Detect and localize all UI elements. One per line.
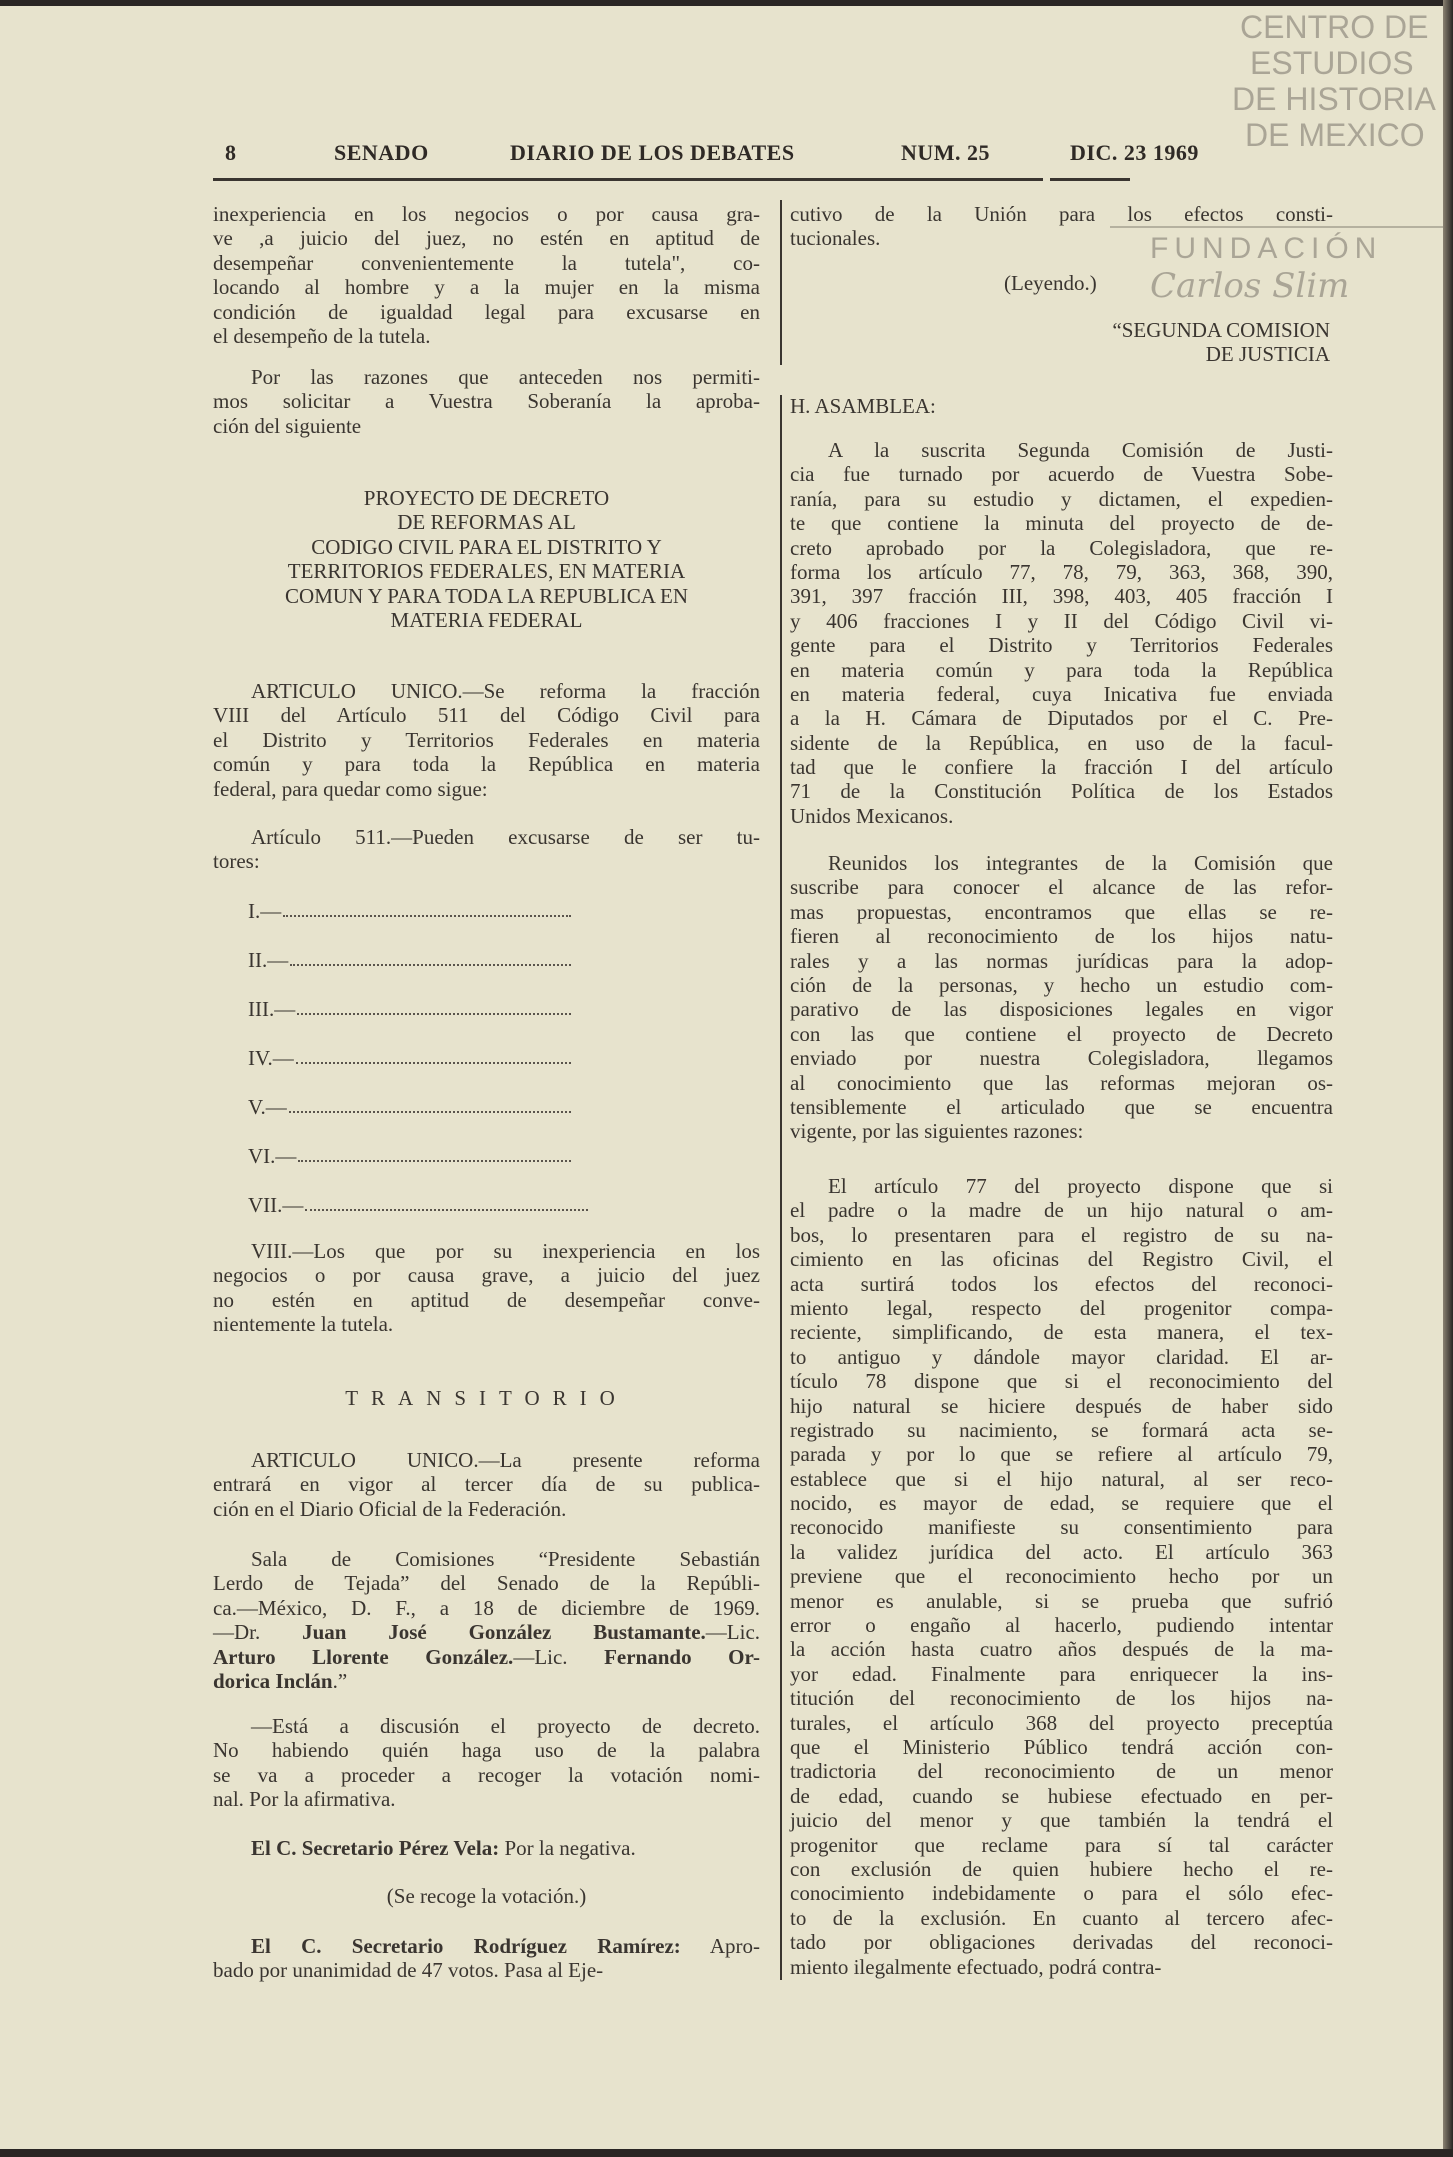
text: DE REFORMAS AL <box>397 510 576 535</box>
text: to antiguo y dándole mayor claridad. El ar- <box>790 1344 1333 1369</box>
fraction-label: I.— <box>248 899 282 923</box>
text: el desempeño de la tutela. <box>213 323 431 348</box>
text: No habiendo quién haga uso de la palabra <box>213 1738 760 1763</box>
paragraph <box>213 202 760 348</box>
watermark-line: CENTRO DE <box>1240 9 1429 45</box>
text-line <box>213 1547 760 1571</box>
text-line <box>790 1223 1333 1247</box>
text: vigente, por las siguientes razones: <box>790 1119 1084 1144</box>
header-publication: DIARIO DE LOS DEBATES <box>510 140 795 165</box>
text: enviado por nuestra Colegisladora, llegamos <box>790 1046 1333 1071</box>
text-line <box>790 438 1333 462</box>
fraction-line <box>248 899 571 923</box>
text: a la H. Cámara de Diputados por el C. Pre- <box>790 706 1333 731</box>
text-line <box>790 1394 1333 1418</box>
text-line <box>790 1808 1333 1832</box>
text: tado por obligaciones derivadas del reconoci- <box>790 1930 1333 1955</box>
fraction-line <box>248 1095 571 1119</box>
text: la acción hasta cuatro años después de la ma- <box>790 1637 1333 1662</box>
text: ve ,a juicio del juez, no estén en aptitud de <box>213 226 760 251</box>
text-line <box>213 1787 760 1811</box>
text: bos, lo presentaren para el registro de su na- <box>790 1222 1333 1247</box>
fraction-label: II.— <box>248 948 289 972</box>
text: tículo 78 dispone que si el reconocimiento del <box>790 1369 1333 1394</box>
text-line <box>790 1686 1333 1710</box>
text: no estén en aptitud de desempeñar conve- <box>213 1287 760 1312</box>
paragraph <box>790 202 1333 251</box>
text: Artículo 511.—Pueden excusarse de ser tu- <box>251 825 760 849</box>
text-line <box>213 1263 760 1287</box>
text: —Está a discusión el proyecto de decreto. <box>251 1714 760 1738</box>
text: tores: <box>213 849 260 874</box>
text: cia fue turnado por acuerdo de Vuestra Sobe- <box>790 462 1333 487</box>
dotted-leader <box>290 948 571 966</box>
text-line <box>213 1596 760 1620</box>
article-unico <box>213 679 760 801</box>
text-line <box>213 414 760 438</box>
text: TERRITORIOS FEDERALES, EN MATERIA <box>287 559 686 584</box>
dotted-leader <box>296 1046 571 1064</box>
text: ca.—México, D. F., a 18 de diciembre de 1969. <box>213 1595 760 1620</box>
text: error o engaño al hacerlo, pudiendo intentar <box>790 1613 1333 1638</box>
secretary-rodriguez <box>213 1934 760 1983</box>
text-line <box>213 300 760 324</box>
text-line <box>790 1296 1333 1320</box>
text: previene que el reconocimiento hecho por un <box>790 1564 1333 1589</box>
text: ción del siguiente <box>213 413 362 438</box>
text: sidente de la República, en uso de la facul- <box>790 730 1333 755</box>
text: 71 de la Constitución Política de los Estados <box>790 779 1333 804</box>
text-line <box>213 1714 760 1738</box>
text: cimiento en las oficinas del Registro Civil, el <box>790 1247 1333 1272</box>
text-line <box>213 559 760 583</box>
text-line <box>213 510 760 534</box>
header-date: DIC. 23 1969 <box>1070 140 1199 165</box>
text-line <box>790 1662 1333 1686</box>
text: parada y por lo que se refiere al artículo 79, <box>790 1442 1333 1467</box>
text: se va a proceder a recoger la votación nomi- <box>213 1762 760 1787</box>
text-line <box>790 875 1333 899</box>
text: Sala de Comisiones “Presidente Sebastián <box>251 1547 760 1571</box>
text: entrará en vigor al tercer día de su publica- <box>213 1472 760 1497</box>
text: mos solicitar a Vuestra Soberanía la aproba- <box>213 389 760 414</box>
dotted-leader <box>298 1144 571 1162</box>
text: inexperiencia en los negocios o por causa gra- <box>213 202 760 226</box>
text: común y para toda la República en materia <box>213 752 760 777</box>
text-line <box>790 804 1333 828</box>
text: que el Ministerio Público tendrá acción con- <box>790 1734 1333 1759</box>
text-line <box>790 1247 1333 1271</box>
text: ción de la personas, y hecho un estudio com- <box>790 972 1333 997</box>
text-line <box>790 1784 1333 1808</box>
text: federal, para quedar como sigue: <box>213 776 488 801</box>
watermark-foundation: FUNDACIÓN <box>1150 232 1383 265</box>
text-line <box>790 1198 1333 1222</box>
text-line <box>213 1288 760 1312</box>
text-line <box>790 1613 1333 1637</box>
text: nocido, es mayor de edad, se requiere que el <box>790 1491 1333 1516</box>
text-line <box>790 1589 1333 1613</box>
text-line <box>213 251 760 275</box>
text: tradictoria del reconocimiento de un menor <box>790 1759 1333 1784</box>
text-line <box>213 1645 760 1669</box>
secretary-perez-vela <box>213 1836 760 1860</box>
bold-text: Fernando Or- <box>604 1644 760 1669</box>
text-line <box>790 973 1333 997</box>
text: conocimiento indebidamente o para el sólo efec- <box>790 1881 1333 1906</box>
text-line <box>790 536 1333 560</box>
reading-note: (Leyendo.) <box>1004 271 1097 295</box>
text: condición de igualdad legal para excusarse en <box>213 299 760 324</box>
watermark-line: DE MEXICO <box>1245 117 1425 153</box>
decree-heading <box>213 486 760 632</box>
dotted-leader <box>297 997 571 1015</box>
paragraph <box>790 438 1333 828</box>
text: te que contiene la minuta del proyecto de de- <box>790 511 1333 536</box>
text-line <box>790 560 1333 584</box>
text: en materia común y para toda la República <box>790 657 1333 682</box>
fraction-label: VII.— <box>248 1193 304 1217</box>
dotted-leader <box>283 899 571 917</box>
text: la validez jurídica del acto. El artículo 363 <box>790 1539 1333 1564</box>
text-line <box>790 1759 1333 1783</box>
text: ARTICULO UNICO.—La presente reforma <box>251 1448 760 1472</box>
text-line <box>213 679 760 703</box>
text-line <box>213 1448 760 1472</box>
text-line <box>790 1906 1333 1930</box>
text-line <box>213 226 760 250</box>
text: —Dr. <box>213 1620 303 1645</box>
text-line <box>790 1857 1333 1881</box>
dotted-leader <box>289 1095 571 1113</box>
text-line <box>790 1071 1333 1095</box>
text-line <box>790 779 1333 803</box>
bold-text: El C. Secretario Pérez Vela: <box>251 1836 500 1860</box>
text-line <box>790 1711 1333 1735</box>
header-chamber: SENADO <box>334 140 429 165</box>
text-line <box>790 1046 1333 1070</box>
header-issue: NUM. 25 <box>901 140 991 165</box>
text: CODIGO CIVIL PARA EL DISTRITO Y <box>311 534 662 559</box>
text: A la suscrita Segunda Comisión de Justi- <box>828 438 1333 462</box>
text: bado por unanimidad de 47 votos. Pasa al Eje- <box>213 1958 604 1983</box>
text: VIII.—Los que por su inexperiencia en los <box>251 1239 760 1263</box>
fraction-label: III.— <box>248 997 296 1021</box>
text-line <box>213 1836 760 1860</box>
transitorio-heading: TRANSITORIO <box>345 1386 628 1410</box>
text-line <box>213 365 760 389</box>
text-line <box>790 1022 1333 1046</box>
watermark-signature: Carlos Slim <box>1150 266 1350 306</box>
text-line <box>213 584 760 608</box>
paragraph <box>790 851 1333 1144</box>
text: ARTICULO UNICO.—Se reforma la fracción <box>251 679 760 703</box>
text: Apro- <box>680 1934 760 1958</box>
column-divider <box>780 1180 782 1980</box>
text: reconocido manifieste su consentimiento para <box>790 1515 1333 1540</box>
watermark-line: ESTUDIOS <box>1250 45 1414 81</box>
text-line <box>213 202 760 226</box>
signature-paragraph <box>213 1547 760 1693</box>
text: suscribe para conocer el alcance de las refor- <box>790 875 1333 900</box>
text: MATERIA FEDERAL <box>390 607 583 632</box>
page-number: 8 <box>225 140 237 165</box>
text-line <box>213 1958 760 1982</box>
text: yor edad. Finalmente para enriquecer la ins- <box>790 1661 1333 1686</box>
text-line <box>790 1119 1333 1143</box>
text-line <box>213 1239 760 1263</box>
text-line <box>790 462 1333 486</box>
text: hijo natural se hiciere después de haber sido <box>790 1393 1333 1418</box>
text-line <box>790 633 1333 657</box>
text: parativo de las disposiciones legales en vigor <box>790 997 1333 1022</box>
text-line <box>790 900 1333 924</box>
bold-text: dorica Inclán <box>213 1668 333 1693</box>
text: con exclusión de quien hubiere hecho el re- <box>790 1856 1333 1881</box>
text-line <box>790 511 1333 535</box>
scan-border-right <box>1443 0 1453 2157</box>
text: tad que le confiere la fracción I del artículo <box>790 755 1333 780</box>
text-line <box>790 1467 1333 1491</box>
fraction-line <box>248 948 571 972</box>
text-line <box>790 1491 1333 1515</box>
text: locando al hombre y a la mujer en la misma <box>213 275 760 300</box>
text: Por la negativa. <box>499 1836 636 1860</box>
text: titución del reconocimiento de los hijos na- <box>790 1686 1333 1711</box>
text: COMUN Y PARA TODA LA REPUBLICA EN <box>285 583 688 608</box>
text: nal. Por la afirmativa. <box>213 1787 396 1812</box>
fraction-label: IV.— <box>248 1046 294 1070</box>
text: —Lic. <box>513 1644 605 1669</box>
text-line <box>790 584 1333 608</box>
text-line <box>213 486 760 510</box>
fraction-viii <box>213 1239 760 1337</box>
text-line <box>790 1881 1333 1905</box>
text: to de la exclusión. En cuanto al tercero afec- <box>790 1905 1333 1930</box>
text: desempeñar convenientemente la tutela", co- <box>213 250 760 275</box>
text: turales, el artículo 368 del proyecto preceptúa <box>790 1710 1333 1735</box>
text: registrado su nacimiento, se formará acta se- <box>790 1417 1333 1442</box>
text-line <box>790 609 1333 633</box>
fraction-line <box>248 1046 571 1070</box>
scan-border-top <box>0 0 1453 6</box>
text: El artículo 77 del proyecto dispone que si <box>828 1174 1333 1198</box>
discussion-paragraph <box>213 1714 760 1812</box>
text-line <box>790 1442 1333 1466</box>
text-line <box>213 1571 760 1595</box>
commission-name: DE JUSTICIA <box>1205 342 1330 366</box>
text-line <box>790 682 1333 706</box>
column-divider <box>780 200 782 365</box>
fraction-line <box>248 1193 588 1217</box>
watermark-line: DE HISTORIA <box>1232 81 1436 117</box>
text: Por las razones que anteceden nos permiti- <box>251 365 760 389</box>
text: y 406 fracciones I y II del Código Civil vi- <box>790 608 1333 633</box>
text: nientemente la tutela. <box>213 1312 394 1337</box>
text-line <box>213 1312 760 1336</box>
fraction-label: VI.— <box>248 1144 297 1168</box>
text: reciente, simplificando, de esta manera, el tex- <box>790 1320 1333 1345</box>
text: fieren al reconocimiento de los hijos natu- <box>790 924 1333 949</box>
text-line <box>213 777 760 801</box>
text: 391, 397 fracción III, 398, 403, 405 fracción I <box>790 584 1333 609</box>
fraction-label: V.— <box>248 1095 287 1119</box>
text-line <box>790 1095 1333 1119</box>
text-line <box>790 1930 1333 1954</box>
text-line <box>790 1174 1333 1198</box>
text-line <box>790 731 1333 755</box>
vote-note: (Se recoge la votación.) <box>386 1884 587 1908</box>
commission-name: “SEGUNDA COMISION <box>1112 318 1330 342</box>
text-line <box>790 1418 1333 1442</box>
text: Lerdo de Tejada” del Senado de la Repúbli- <box>213 1571 760 1596</box>
text: cutivo de la Unión para los efectos consti- <box>790 202 1333 226</box>
text: VIII del Artículo 511 del Código Civil para <box>213 703 760 728</box>
text: PROYECTO DE DECRETO <box>363 486 610 510</box>
text-line <box>790 1735 1333 1759</box>
text-line <box>213 1669 760 1693</box>
text: con las que contiene el proyecto de Decreto <box>790 1021 1333 1046</box>
text-line <box>213 1763 760 1787</box>
text-line <box>790 202 1333 226</box>
text-line <box>213 1738 760 1762</box>
text-line <box>213 849 760 873</box>
text: de edad, cuando se hubiese efectuado en per- <box>790 1783 1333 1808</box>
text: al conocimiento que las reformas mejoran os- <box>790 1070 1333 1095</box>
dotted-leader <box>305 1193 588 1211</box>
scan-border-bottom <box>0 2149 1453 2157</box>
text-line <box>790 1272 1333 1296</box>
text: establece que si el hijo natural, al ser reco- <box>790 1466 1333 1491</box>
text: juicio del menor y que también la tendrá el <box>790 1808 1333 1833</box>
text-line <box>213 1934 760 1958</box>
paragraph <box>790 1174 1333 1979</box>
text: tensiblemente el articulado que se encuentra <box>790 1094 1333 1119</box>
article-511 <box>213 825 760 874</box>
text-line <box>790 949 1333 973</box>
text-line <box>213 1620 760 1644</box>
text: forma los artículo 77, 78, 79, 363, 368, 390, <box>790 559 1333 584</box>
bold-text: El C. Secretario Rodríguez Ramírez: <box>251 1934 681 1958</box>
text-line <box>790 924 1333 948</box>
text: .” <box>332 1668 348 1693</box>
text-line <box>213 752 760 776</box>
text: en materia federal, cuya Inicativa fue enviada <box>790 681 1333 706</box>
text-line <box>213 703 760 727</box>
text-line <box>213 1497 760 1521</box>
text-line <box>790 1564 1333 1588</box>
text-line <box>790 658 1333 682</box>
text: Unidos Mexicanos. <box>790 803 954 828</box>
text: miento ilegalmente efectuado, podrá contra- <box>790 1954 1162 1979</box>
text: el padre o la madre de un hijo natural o am- <box>790 1198 1333 1223</box>
text-line <box>790 1540 1333 1564</box>
text-line <box>790 487 1333 511</box>
text-line <box>213 275 760 299</box>
text-line <box>213 324 760 348</box>
text-line <box>213 389 760 413</box>
text-line <box>790 1369 1333 1393</box>
text-line <box>213 1472 760 1496</box>
transitorio-article <box>213 1448 760 1521</box>
text-line <box>790 706 1333 730</box>
text-line <box>790 1345 1333 1369</box>
text: ción en el Diario Oficial de la Federación. <box>213 1496 567 1521</box>
text-line <box>790 1320 1333 1344</box>
header-rule <box>1050 178 1130 181</box>
text-line <box>790 997 1333 1021</box>
text-line <box>790 1515 1333 1539</box>
text-line <box>213 535 760 559</box>
text: mas propuestas, encontramos que ellas se re- <box>790 899 1333 924</box>
text: miento legal, respecto del progenitor compa- <box>790 1295 1333 1320</box>
text: —Lic. <box>705 1620 761 1645</box>
text: Reunidos los integrantes de la Comisión que <box>828 851 1333 875</box>
text: menor es anulable, si se prueba que sufrió <box>790 1588 1333 1613</box>
text-line <box>213 608 760 632</box>
bold-text: Juan José González Bustamante. <box>302 1620 706 1645</box>
header-rule <box>213 178 1043 181</box>
text: creto aprobado por la Colegisladora, que re- <box>790 535 1333 560</box>
text-line <box>213 728 760 752</box>
salutation: H. ASAMBLEA: <box>790 394 936 418</box>
text-line <box>790 1833 1333 1857</box>
text-line <box>790 755 1333 779</box>
text: tucionales. <box>790 226 881 251</box>
bold-text: Arturo Llorente González. <box>213 1644 514 1669</box>
text: el Distrito y Territorios Federales en materia <box>213 727 760 752</box>
fraction-line <box>248 1144 571 1168</box>
text-line <box>790 1955 1333 1979</box>
text: gente para el Distrito y Territorios Federales <box>790 633 1333 658</box>
text: rales y a las normas jurídicas para la adop- <box>790 948 1333 973</box>
text: negocios o por causa grave, a juicio del juez <box>213 1263 760 1288</box>
text: acta surtirá todos los efectos del reconoci- <box>790 1271 1333 1296</box>
paragraph <box>213 365 760 438</box>
fraction-line <box>248 997 571 1021</box>
text-line <box>213 825 760 849</box>
text-line <box>790 226 1333 250</box>
text-line <box>790 1637 1333 1661</box>
text: progenitor que reclame para sí tal carácter <box>790 1832 1333 1857</box>
text-line <box>790 851 1333 875</box>
text: ranía, para su estudio y dictamen, el expedien- <box>790 486 1333 511</box>
